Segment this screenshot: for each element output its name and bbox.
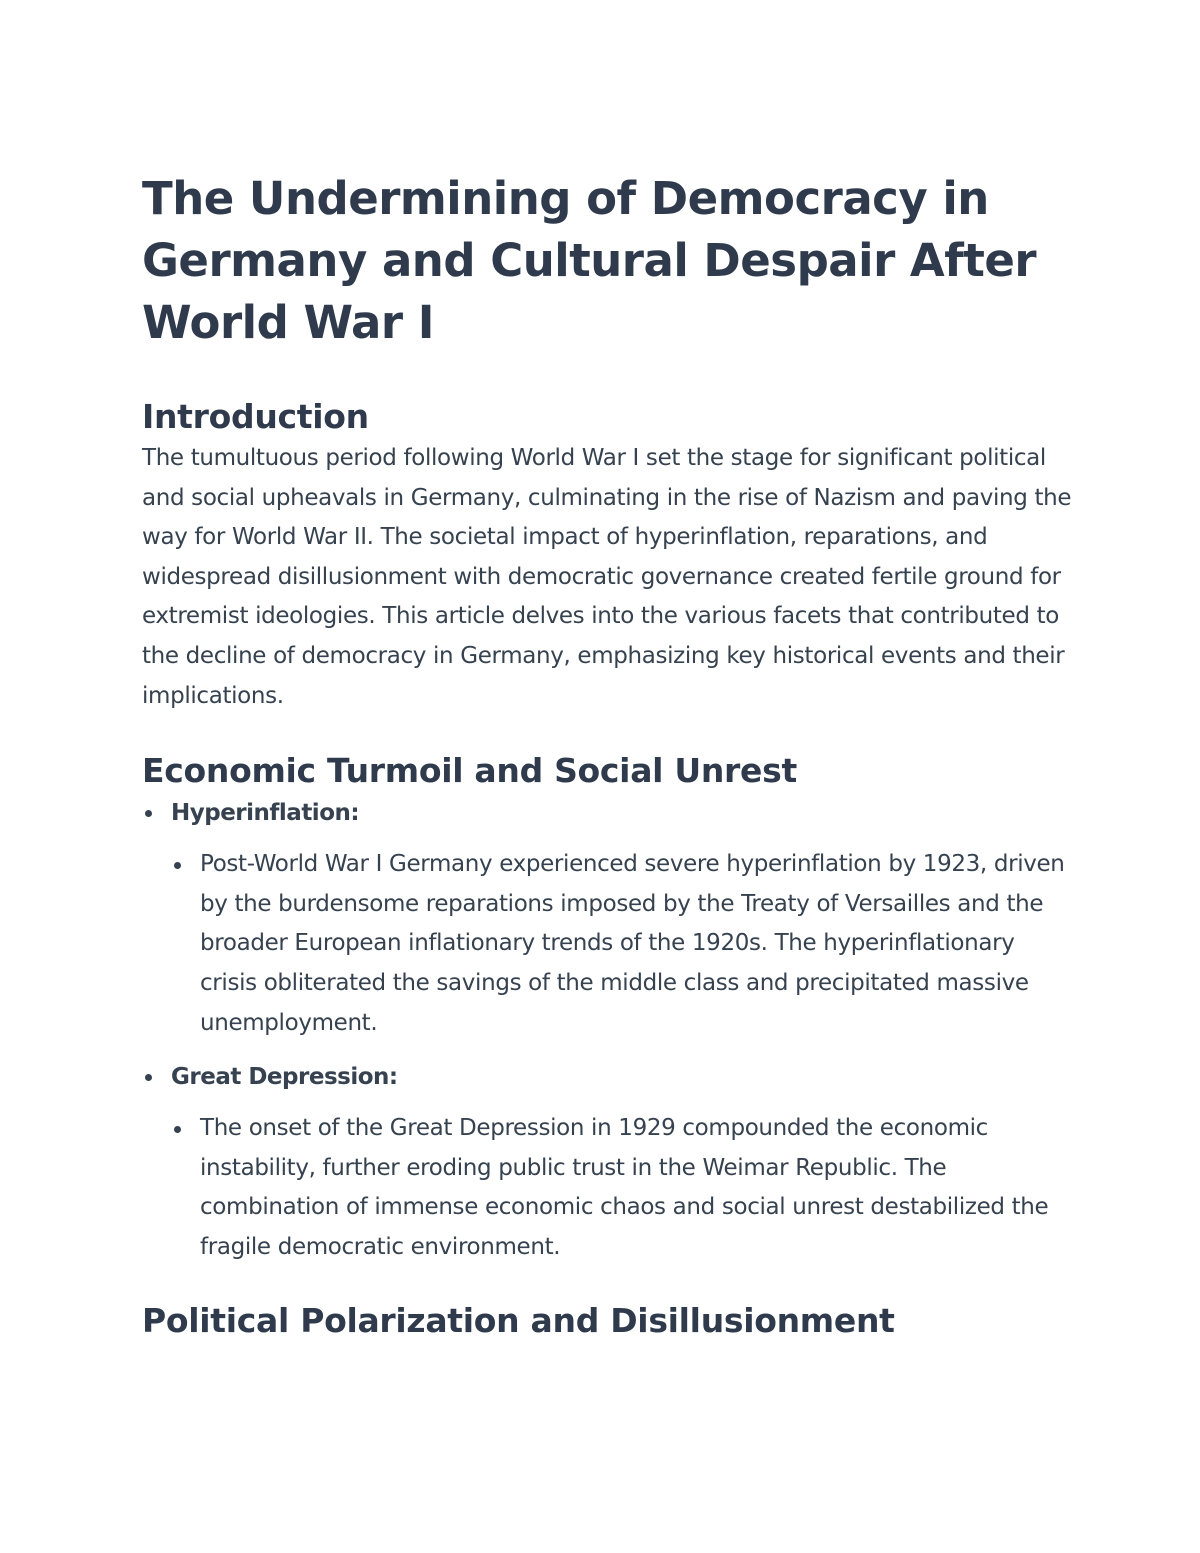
economic-list [142, 793, 1072, 1267]
sub-list [171, 1109, 1072, 1267]
list-item-label: Great Depression: [171, 1064, 398, 1091]
introduction-heading: Introduction [142, 397, 369, 436]
sub-list-item-text: Post-World War I Germany experienced severe hyperinflation by 1923, driven by the burdensome reparations imposed by the Treaty of Versailles and the broader European inflationary trends of the 1920s. The hyperinflationary crisis obliterated the savings of the middle class and precipitated massive unemployment. [200, 851, 1065, 1036]
introduction-paragraph: The tumultuous period following World War I set the stage for significant political and social upheavals in Germany, culminating in the rise of Nazism and paving the way for World War II. The societal impact of hyperinflation, reparations, and widespread disillusionment with democratic governance created fertile ground for extremist ideologies. This article delves into the various facets that contributed to the decline of democracy in Germany, emphasizing key historical events and their implications. [142, 445, 1072, 709]
bullet-icon [145, 810, 152, 817]
bullet-icon [174, 862, 181, 869]
bullet-icon [174, 1126, 181, 1133]
sub-list-item [171, 845, 1072, 1043]
document-page [142, 168, 1072, 1343]
sub-list [171, 845, 1072, 1043]
economic-section-heading: Economic Turmoil and Social Unrest [142, 751, 797, 791]
list-item-hyperinflation [142, 793, 1072, 1043]
list-item-label: Hyperinflation: [171, 800, 360, 827]
sub-list-item-text: The onset of the Great Depression in 1929 compounded the economic instability, further eroding public trust in the Weimar Republic. The combination of immense economic chaos and social unrest destabilized the fragile democratic environment. [200, 1115, 1049, 1260]
page-title: The Undermining of Democracy in Germany and Cultural Despair After World War I [142, 172, 1037, 349]
list-item-great-depression [142, 1057, 1072, 1267]
sub-list-item [171, 1109, 1072, 1267]
political-section-heading: Political Polarization and Disillusionment [142, 1300, 895, 1340]
bullet-icon [145, 1074, 152, 1081]
